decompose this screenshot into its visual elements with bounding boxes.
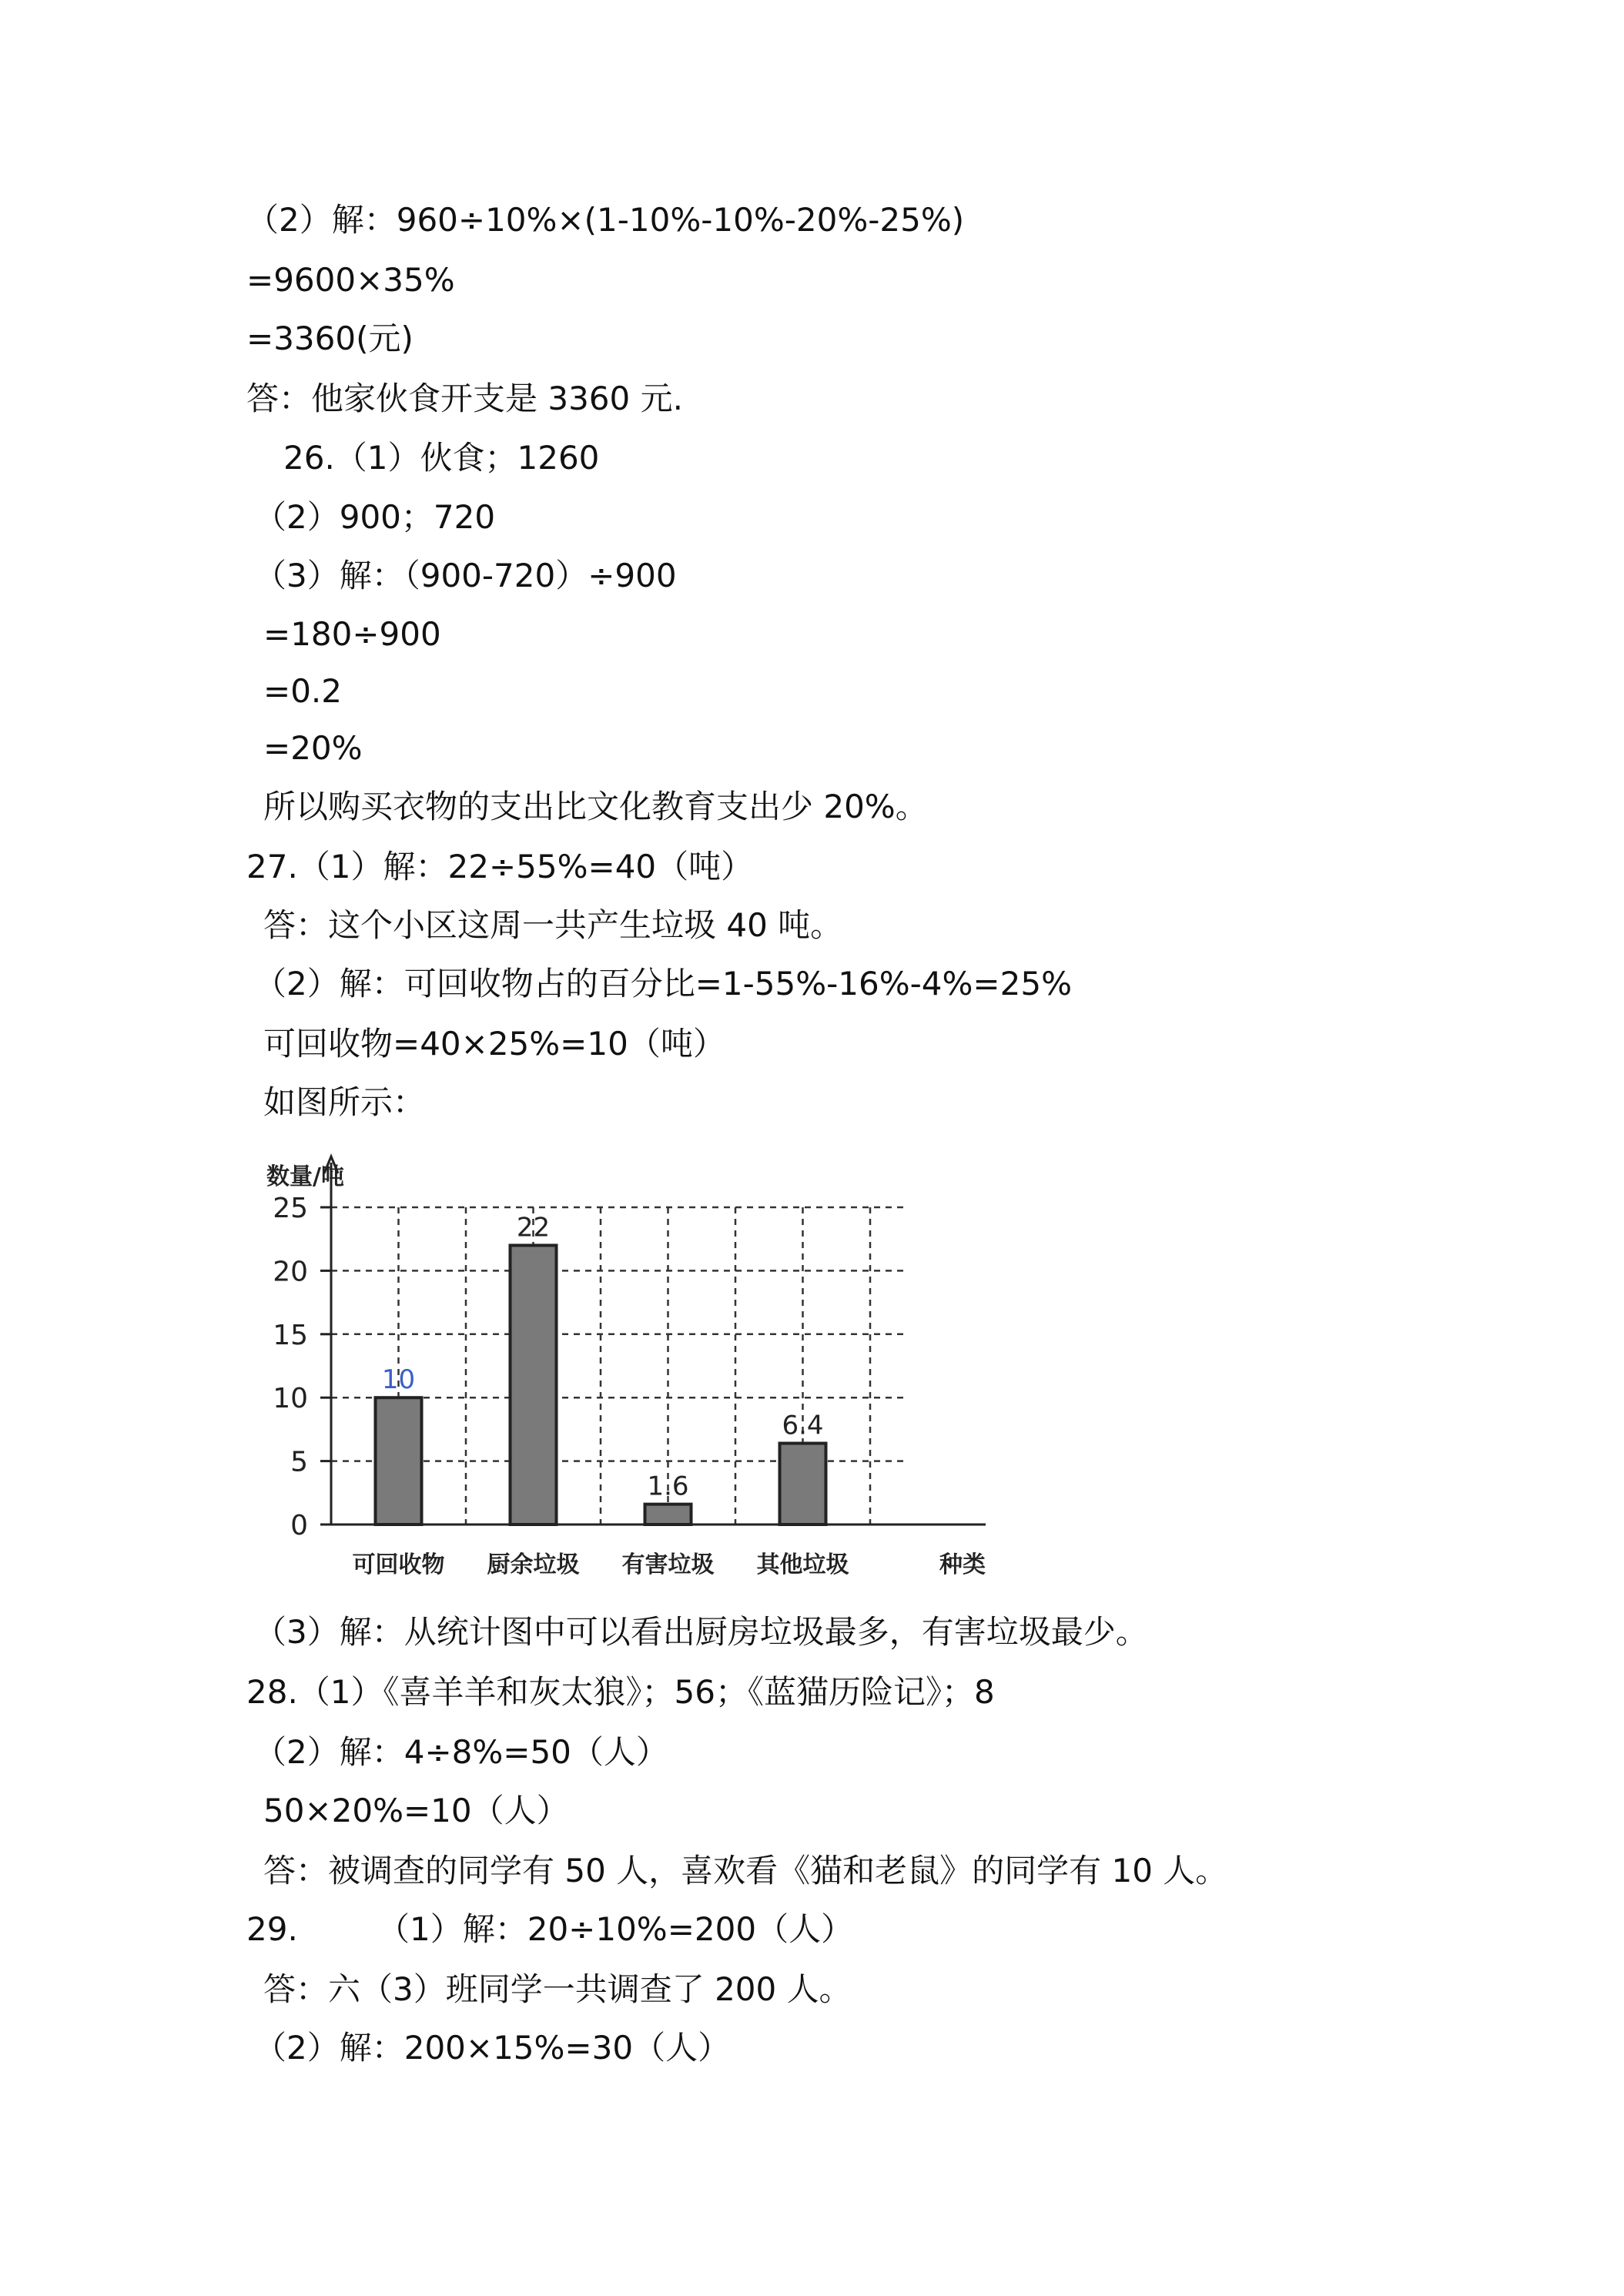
text-line: （2）解：200×15%=30（人）: [254, 2029, 731, 2067]
data-label: 6.4: [782, 1410, 824, 1441]
bar: [511, 1245, 557, 1525]
x-tick-label: 厨余垃圾: [487, 1551, 580, 1578]
y-tick-label: 10: [273, 1383, 308, 1415]
text-line: 27.（1）解：22÷55%=40（吨）: [246, 848, 754, 885]
bar: [780, 1444, 826, 1525]
y-tick-label: 20: [273, 1256, 308, 1288]
text-line: =3360(元): [246, 320, 414, 357]
text-line: 50×20%=10（人）: [263, 1792, 569, 1829]
text-line: 答：六（3）班同学一共调查了 200 人。: [263, 1970, 852, 2008]
waste-bar-chart: [246, 1140, 1032, 1586]
text-line: =9600×35%: [246, 261, 455, 299]
text-line: 所以购买衣物的支出比文化教育支出少 20%。: [263, 788, 928, 825]
text-line: 答：这个小区这周一共产生垃圾 40 吨。: [263, 906, 843, 944]
data-label: 1.6: [647, 1471, 689, 1502]
text-line: （1）解：20÷10%=200（人）: [377, 1910, 854, 1948]
text-line: 28.（1）《喜羊羊和灰太狼》；56；《蓝猫历险记》；8: [246, 1673, 995, 1711]
text-line: （2）解：960÷10%×(1-10%-10%-20%-25%): [246, 201, 965, 239]
text-line: （2）解：可回收物占的百分比=1-55%-16%-4%=25%: [254, 965, 1072, 1002]
text-line: 如图所示：: [263, 1083, 426, 1121]
text-line: 答：被调查的同学有 50 人，喜欢看《猫和老鼠》的同学有 10 人。: [263, 1852, 1228, 1889]
text-line: =0.2: [263, 672, 342, 710]
text-line: （2）900；720: [254, 498, 496, 536]
text-line: （3）解：从统计图中可以看出厨房垃圾最多，有害垃圾最少。: [254, 1613, 1148, 1651]
data-label: 10: [381, 1364, 416, 1396]
x-tick-label: 可回收物: [352, 1551, 445, 1578]
x-tick-label: 有害垃圾: [621, 1551, 715, 1578]
y-axis-title: 数量/吨: [266, 1163, 344, 1190]
y-tick-label: 5: [290, 1446, 308, 1478]
text-line: 可回收物=40×25%=10（吨）: [263, 1025, 725, 1063]
text-line: 答：他家伙食开支是 3360 元.: [246, 380, 683, 417]
x-axis-title: 种类: [939, 1551, 986, 1578]
text-line: 29.: [246, 1910, 298, 1948]
bar: [645, 1504, 691, 1525]
text-line: =20%: [263, 729, 363, 767]
text-line: 26.（1）伙食；1260: [283, 439, 600, 477]
x-tick-label: 其他垃圾: [756, 1551, 849, 1578]
text-line: （2）解：4÷8%=50（人）: [254, 1733, 668, 1771]
y-tick-label: 0: [290, 1510, 308, 1541]
data-label: 22: [516, 1212, 551, 1243]
y-tick-label: 25: [273, 1193, 308, 1224]
y-tick-label: 15: [273, 1319, 308, 1351]
bar: [376, 1397, 422, 1525]
text-line: =180÷900: [263, 615, 441, 653]
text-line: （3）解：（900-720）÷900: [254, 557, 677, 594]
